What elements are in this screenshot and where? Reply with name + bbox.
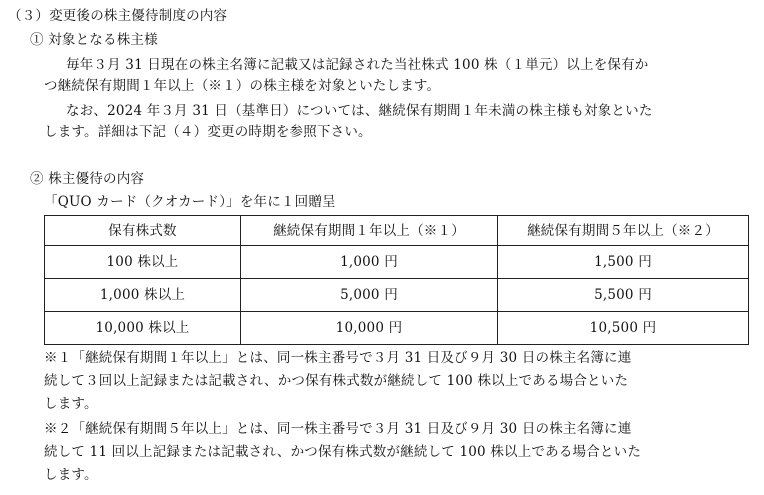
table-header-cell: 保有株式数 (45, 216, 241, 246)
footnote-line: ※２「継続保有期間５年以上」とは、同一株主番号で３月 31 日及び９月 30 日の株主名簿に連 (44, 421, 632, 437)
paragraph-line: つ継続保有期間１年以上（※１）の株主様を対象といたします。 (44, 78, 441, 94)
table-cell: 5,000 円 (241, 279, 498, 312)
benefit-description: 「QUO カード（クオカード）」を年に１回贈呈 (44, 194, 336, 210)
footnote-line: 続して 11 回以上記録または記載され、かつ保有株式数が継続して 100 株以上である場合といた (44, 444, 642, 460)
paragraph-line: なお、2024 年３月 31 日（基準日）については、継続保有期間１年未満の株主様も対象といた (66, 103, 653, 119)
table-row (45, 246, 749, 279)
table-cell: 10,000 円 (241, 312, 498, 345)
table-cell: 10,500 円 (498, 312, 749, 345)
subsection-heading-benefit: ② 株主優待の内容 (30, 171, 145, 187)
table-cell: 10,000 株以上 (45, 312, 241, 345)
table-cell: 100 株以上 (45, 246, 241, 279)
table-cell: 1,000 円 (241, 246, 498, 279)
table-cell: 5,500 円 (498, 279, 749, 312)
paragraph-line: 毎年３月 31 日現在の株主名簿に記載又は記録された当社株式 100 株（１単元）以上を保有か (66, 57, 649, 73)
benefit-table (44, 215, 749, 345)
footnote-line: ※１「継続保有期間１年以上」とは、同一株主番号で３月 31 日及び９月 30 日の株主名簿に連 (44, 350, 632, 366)
table-header-row (45, 216, 749, 246)
footnote-line: します。 (44, 396, 98, 412)
table-row (45, 312, 749, 345)
footnote-line: します。 (44, 467, 98, 483)
paragraph-line: します。詳細は下記（４）変更の時期を参照下さい。 (44, 124, 372, 140)
table-header-cell: 継続保有期間１年以上（※１） (241, 216, 498, 246)
table-cell: 1,500 円 (498, 246, 749, 279)
subsection-heading-target: ① 対象となる株主様 (30, 32, 158, 48)
table-row (45, 279, 749, 312)
table-header-cell: 継続保有期間５年以上（※２） (498, 216, 749, 246)
footnote-line: 続して３回以上記録または記載され、かつ保有株式数が継続して 100 株以上である場合といた (44, 373, 629, 389)
section-heading: （３）変更後の株主優待制度の内容 (8, 8, 228, 24)
table-cell: 1,000 株以上 (45, 279, 241, 312)
